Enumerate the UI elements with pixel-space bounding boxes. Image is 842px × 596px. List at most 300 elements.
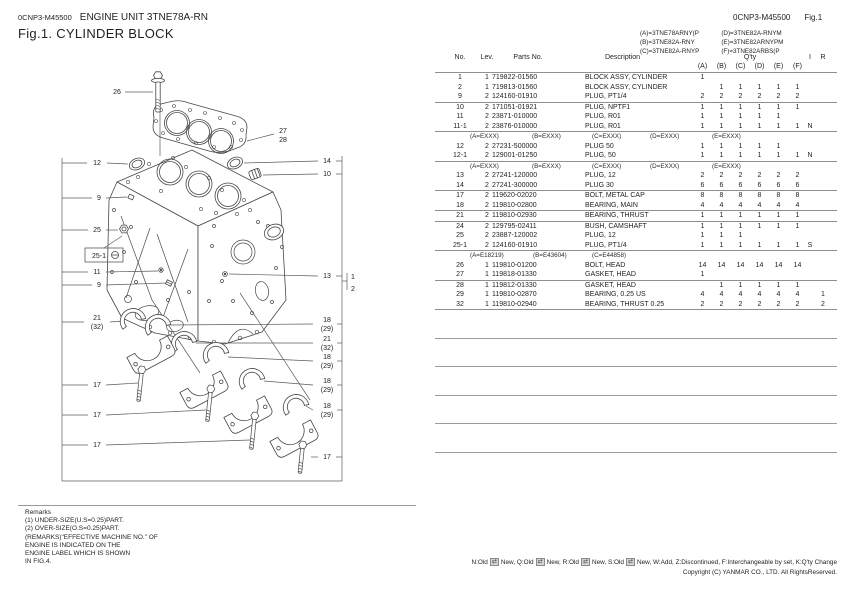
cell-description: PLUG, NPTF1: [585, 103, 631, 111]
table-row: [435, 142, 837, 152]
cell-qty: 2: [738, 93, 743, 100]
cell-qty: 1: [795, 103, 800, 111]
cell-qty: 1: [757, 152, 762, 159]
cell-qty: 1: [719, 113, 724, 120]
cell-description: BEARING, THRUST 0.25: [585, 300, 665, 308]
qty-col-header: (D): [754, 63, 765, 70]
cell-qty: 1: [757, 142, 762, 150]
cell-lev: 2: [485, 152, 489, 159]
leader-line: [306, 406, 313, 410]
cell-lev: 2: [485, 232, 489, 239]
footer-code: New,: [591, 559, 608, 566]
callout-c11: 11: [93, 269, 101, 276]
cell-qty: 2: [776, 172, 781, 179]
footer-code: S:Old: [607, 559, 624, 566]
old-new-swap-icon: ⇄: [537, 559, 543, 565]
cell-qty: 1: [700, 232, 705, 239]
cell-qty: 1: [757, 103, 762, 111]
cell-qty: 1: [757, 222, 762, 230]
footer-code: New,: [546, 559, 563, 566]
footer-code: R:Old: [562, 559, 579, 566]
cell-qty: 6: [738, 181, 743, 189]
cell-qty: 8: [738, 192, 743, 199]
cell-qty: 14: [717, 261, 726, 269]
cell-qty: 4: [795, 201, 800, 209]
cell-description: PLUG 50: [585, 142, 614, 150]
footer-legend: [417, 558, 837, 567]
callout-c17c: 17: [93, 442, 101, 449]
machine-no-cell: (D=EXXX): [650, 133, 680, 140]
cell-parts-no: 27231-500000: [492, 142, 538, 150]
cap-bolt: [247, 412, 259, 450]
cell-qty: 4: [719, 291, 724, 298]
cell-qty: 8: [795, 192, 800, 199]
col-header-qty: Q'ty: [743, 54, 757, 61]
table-row: [435, 83, 837, 93]
cell-qty: 8: [776, 192, 781, 199]
cell-qty: 1: [776, 281, 781, 289]
cell-qty: 1: [738, 152, 743, 159]
cell-qty: 1: [700, 241, 705, 249]
cell-description: PLUG, 12: [585, 172, 616, 179]
table-row: [435, 92, 837, 102]
cell-qty: 1: [757, 122, 762, 130]
bearing-shell: [279, 390, 309, 415]
cell-qty: 1: [738, 212, 743, 219]
callout-c28: 28: [279, 137, 287, 144]
cell-qty: 2: [719, 300, 724, 308]
machine-no-cell: (A=EXXX): [470, 162, 499, 170]
table-row: [435, 171, 837, 181]
cell-qty: 1: [738, 142, 743, 150]
cylinder-block: [107, 150, 286, 344]
table-rule: [435, 452, 837, 453]
cell-no: 18: [456, 201, 464, 209]
cell-parts-no: 119810-01200: [492, 261, 537, 269]
cell-qty: 1: [776, 103, 781, 111]
cell-qty: 2: [700, 300, 705, 308]
callout-c12: 12: [93, 160, 101, 167]
cell-qty: 1: [719, 232, 724, 239]
callout-c21L: (32): [90, 324, 104, 331]
cell-qty: 1: [700, 113, 705, 120]
cell-qty: 1: [719, 222, 724, 230]
leader-line: [228, 357, 313, 361]
callout-c2: 2: [351, 286, 355, 293]
cell-no: 25-1: [452, 241, 467, 249]
old-new-swap-icon: ⇄: [491, 559, 497, 565]
table-rule: [435, 423, 837, 424]
machine-no-cell: (C=EXXX): [592, 162, 622, 170]
footer-code: New,: [636, 559, 653, 566]
cell-description: GASKET, HEAD: [585, 271, 636, 278]
cell-description: BLOCK ASSY, CYLINDER: [585, 83, 668, 91]
cell-description: BOLT, METAL CAP: [585, 192, 645, 199]
cell-qty: 2: [757, 172, 762, 179]
cell-qty: 8: [700, 192, 705, 199]
cell-qty: 1: [776, 152, 781, 159]
table-row: [435, 103, 837, 113]
table-row: [435, 281, 837, 291]
cell-parts-no: 129001-01250: [492, 152, 538, 159]
cell-qty: 1: [738, 241, 743, 249]
cell-parts-no: 119818-01330: [492, 271, 537, 278]
remarks-block: [25, 509, 158, 566]
cell-qty: 1: [776, 83, 781, 91]
cell-r: 1: [821, 291, 825, 298]
leader-line: [244, 161, 318, 163]
cell-description: BEARING, THRUST: [585, 212, 649, 219]
cell-qty: 1: [738, 113, 743, 120]
cell-qty: 1: [700, 74, 705, 81]
machine-no-cell: (B=E43604): [533, 252, 567, 259]
cell-qty: 2: [738, 300, 743, 308]
cylinder-block-diagram: [0, 0, 430, 520]
bearing-cap: [224, 396, 274, 435]
table-row: [435, 151, 837, 161]
machine-no-cell: (C=E44858): [592, 252, 627, 259]
cell-qty: 1: [700, 222, 705, 230]
cell-description: PLUG, 12: [585, 232, 616, 239]
cell-lev: 2: [485, 103, 489, 111]
callout-c27: 27: [279, 128, 287, 135]
cell-lev: 1: [485, 300, 489, 308]
cell-qty: 1: [795, 83, 800, 91]
cell-qty: 4: [738, 291, 743, 298]
cell-no: 12-1: [452, 152, 467, 159]
cell-description: PLUG, 50: [585, 152, 616, 159]
fig-ref: Fig.1: [804, 13, 823, 22]
cell-lev: 1: [485, 281, 489, 289]
cell-qty: 1: [757, 241, 762, 249]
cell-qty: 2: [776, 93, 781, 100]
table-row: [435, 300, 837, 310]
cell-qty: 2: [719, 172, 724, 179]
table-row: [435, 112, 837, 122]
cell-parts-no: 27241-300000: [492, 181, 538, 189]
table-row: [435, 191, 837, 201]
cell-no: 17: [456, 192, 464, 199]
callout-c21L: 21: [93, 315, 101, 322]
footer-codes-tail: W:Add, Z:Discontinued, F:Interchangeable by set, K:Q'ty Change: [652, 559, 837, 566]
col-header-r: R: [820, 54, 826, 61]
cell-qty: 1: [719, 241, 724, 249]
cell-qty: 1: [795, 152, 800, 159]
cell-parts-no: 23871-010000: [492, 113, 538, 120]
callout-c18c: 18: [323, 378, 331, 385]
cell-description: PLUG, R01: [585, 122, 621, 130]
cell-no: 14: [456, 181, 464, 189]
figure-title: Fig.1. CYLINDER BLOCK: [18, 26, 174, 41]
cell-qty: 1: [700, 271, 705, 278]
model-legend-entry: (B)=3TNE82A-RNY: [640, 39, 695, 46]
table-row: [435, 270, 837, 280]
cell-qty: 6: [776, 181, 781, 189]
table-body: [435, 72, 837, 453]
cell-qty: 1: [738, 122, 743, 130]
cell-qty: 1: [719, 122, 724, 130]
leader-line: [106, 383, 138, 385]
cell-no: 9: [458, 93, 462, 100]
cell-lev: 2: [485, 201, 489, 209]
callout-c10: 10: [323, 171, 331, 178]
cell-qty: 14: [736, 261, 745, 269]
remarks-line: IN FIG.4.: [25, 558, 52, 566]
qty-col-header: (F): [793, 63, 802, 70]
cell-no: 11: [456, 113, 464, 120]
cell-no: 21: [456, 212, 464, 219]
col-header-i: I: [809, 54, 811, 61]
table-row: [435, 211, 837, 221]
cell-qty: 1: [757, 83, 762, 91]
machine-no-subheader-row: [435, 132, 837, 142]
cell-qty: 4: [776, 291, 781, 298]
callout-c18c: (29): [320, 387, 334, 394]
cell-qty: 4: [700, 201, 705, 209]
cell-lev: 2: [485, 212, 489, 219]
cell-qty: 1: [776, 222, 781, 230]
cell-qty: 14: [755, 261, 764, 269]
cell-description: GASKET, HEAD: [585, 281, 636, 289]
bearing-cap: [270, 420, 320, 459]
cell-qty: 2: [795, 300, 800, 308]
machine-no-subheader-row: [435, 251, 837, 261]
parts-table: [435, 54, 837, 453]
cell-no: 32: [456, 300, 464, 308]
cell-qty: 1: [757, 113, 762, 120]
table-rule: [435, 366, 837, 367]
bearing-cap: [127, 336, 177, 375]
cell-no: 12: [456, 142, 464, 150]
callout-c9b: 9: [97, 282, 101, 289]
leader-line: [106, 440, 250, 445]
remarks-lines: [25, 517, 158, 566]
cell-qty: 4: [795, 291, 800, 298]
table-row: [435, 241, 837, 251]
cell-parts-no: 119812-01330: [492, 281, 537, 289]
model-legend-left: [640, 29, 699, 56]
copyright: Copyright (C) YANMAR CO., LTD. All RightsReserved.: [682, 569, 837, 576]
remarks-line: (1) UNDER-SIZE(U.S=0.25)PART.: [25, 517, 124, 525]
footer-code: Q:Old: [516, 559, 534, 566]
table-header: [435, 54, 837, 72]
cell-qty: 14: [698, 261, 707, 269]
cell-qty: 8: [719, 192, 724, 199]
footer-code: N:Old: [471, 559, 488, 566]
table-row: [435, 231, 837, 241]
cell-qty: 2: [776, 300, 781, 308]
qty-col-header: (A): [697, 63, 708, 70]
cell-qty: 1: [757, 212, 762, 219]
cell-no: 26: [456, 261, 464, 269]
cell-description: BEARING, MAIN: [585, 201, 638, 209]
cell-qty: 6: [757, 181, 762, 189]
callout-c26: 26: [113, 89, 121, 96]
machine-no-subheader-row: [435, 162, 837, 172]
table-row: [435, 73, 837, 83]
cell-lev: 2: [485, 172, 489, 179]
cell-lev: 2: [485, 122, 489, 130]
remarks-divider: [18, 505, 416, 506]
cell-description: PLUG, PT1/4: [585, 93, 627, 100]
table-row: [435, 222, 837, 232]
cell-qty: 4: [776, 201, 781, 209]
bearing-shell: [235, 364, 265, 389]
cell-lev: 2: [485, 192, 489, 199]
callout-c21R: 21: [323, 336, 331, 343]
cell-qty: 8: [757, 192, 762, 199]
cap-bolt: [203, 385, 215, 422]
col-header-parts-no: Parts No.: [513, 54, 543, 61]
callout-c25: 25: [93, 227, 101, 234]
cell-qty: 1: [700, 142, 705, 150]
callout-c18b: (29): [320, 363, 334, 370]
callout-c13: 13: [323, 273, 331, 280]
cell-i: N: [807, 152, 813, 159]
cell-qty: 1: [757, 281, 762, 289]
leader-line: [247, 134, 274, 141]
cell-qty: 4: [700, 291, 705, 298]
cell-lev: 1: [485, 83, 489, 91]
table-rule: [435, 309, 837, 310]
cell-lev: 1: [485, 291, 489, 298]
callout-c1: 1: [351, 274, 355, 281]
leader-line: [263, 174, 318, 175]
cell-parts-no: 27241-120000: [492, 172, 538, 179]
cell-parts-no: 719813-01560: [492, 83, 538, 91]
cell-lev: 1: [485, 74, 489, 81]
cell-lev: 2: [485, 241, 489, 249]
cell-parts-no: 23876-010000: [492, 122, 538, 130]
cell-parts-no: 171051-01921: [492, 103, 538, 111]
cell-qty: 4: [757, 291, 762, 298]
cell-parts-no: 23887-120002: [492, 232, 538, 239]
cell-qty: 1: [700, 152, 705, 159]
model-legend-entry: (F)=3TNE82ARBS(P: [721, 48, 780, 55]
cell-description: PLUG, PT1/4: [585, 241, 627, 249]
cell-lev: 1: [485, 261, 489, 269]
model-legend-entry: (C)=3TNE82A-RNYP: [640, 48, 700, 55]
cell-qty: 2: [795, 93, 800, 100]
cell-qty: 1: [719, 142, 724, 150]
cell-qty: 1: [776, 241, 781, 249]
cell-qty: 2: [757, 300, 762, 308]
callout-c9a: 9: [97, 195, 101, 202]
cell-no: 24: [456, 222, 464, 230]
model-legend-entry: (A)=3TNE78ARNY(P: [640, 30, 699, 37]
cell-qty: 1: [795, 122, 800, 130]
cell-qty: 6: [700, 181, 705, 189]
cell-qty: 4: [719, 201, 724, 209]
cell-qty: 2: [700, 172, 705, 179]
cell-parts-no: 119810-02940: [492, 300, 537, 308]
cell-parts-no: 119810-02930: [492, 212, 537, 219]
cell-qty: 1: [700, 103, 705, 111]
cell-qty: 1: [776, 212, 781, 219]
col-header-description: Description: [604, 54, 640, 61]
callout-c18a: (29): [320, 326, 334, 333]
cell-lev: 2: [485, 181, 489, 189]
model-legend-entry: (D)=3TNE82A-RNYM: [721, 30, 782, 37]
cell-parts-no: 119810-02870: [492, 291, 537, 298]
cell-parts-no: 129795-02411: [492, 222, 537, 230]
header-right: [733, 13, 822, 22]
cell-no: 1: [458, 74, 462, 81]
cell-qty: 14: [774, 261, 783, 269]
cell-qty: 1: [795, 212, 800, 219]
cell-qty: 2: [795, 172, 800, 179]
cell-qty: 4: [738, 201, 743, 209]
cell-qty: 1: [738, 281, 743, 289]
cell-parts-no: 119620-02020: [492, 192, 537, 199]
cell-description: BEARING, 0.25 US: [585, 291, 646, 298]
callout-c18d: (29): [320, 412, 334, 419]
cell-qty: 1: [776, 122, 781, 130]
cell-qty: 2: [757, 93, 762, 100]
cell-parts-no: 124160-01910: [492, 241, 538, 249]
model-legend-entry: (E)=3TNE82ARNYPM: [721, 39, 784, 46]
cell-no: 29: [456, 291, 464, 298]
model-legend-right: [721, 29, 783, 56]
col-header-lev: Lev.: [480, 54, 494, 61]
machine-no-cell: (D=EXXX): [650, 162, 680, 170]
machine-no-cell: (E=EXXX): [712, 162, 741, 170]
cell-qty: 1: [700, 212, 705, 219]
cell-i: N: [807, 122, 813, 130]
footer-code: New,: [500, 559, 517, 566]
cell-lev: 2: [485, 113, 489, 120]
callout-c17a: 17: [93, 382, 101, 389]
cell-qty: 2: [719, 93, 724, 100]
doc-code-right: 0CNP3-M45500: [733, 13, 791, 22]
callout-c14: 14: [323, 158, 331, 165]
callout-c17b: 17: [93, 412, 101, 419]
cell-qty: 14: [793, 261, 802, 269]
cell-qty: 1: [795, 241, 800, 249]
table-row: [435, 261, 837, 271]
cell-no: 13: [456, 172, 464, 179]
cell-qty: 1: [719, 281, 724, 289]
machine-no-cell: (A=EXXX): [470, 133, 499, 140]
cell-no: 25: [456, 232, 464, 239]
engine-unit-title: ENGINE UNIT 3TNE78A-RN: [79, 12, 208, 23]
cell-qty: 1: [719, 212, 724, 219]
table-row: [435, 122, 837, 132]
bearing-cap: [180, 371, 230, 410]
leader-line: [107, 163, 128, 164]
cell-parts-no: 719822-01560: [492, 74, 538, 81]
callout-c18a: 18: [323, 317, 331, 324]
cell-qty: 1: [719, 83, 724, 91]
model-legend: [640, 29, 783, 56]
table-rule: [435, 395, 837, 396]
cell-lev: 2: [485, 142, 489, 150]
cell-qty: 1: [738, 222, 743, 230]
head-gasket: [153, 101, 247, 154]
cell-qty: 1: [719, 152, 724, 159]
machine-no-cell: (B=EXXX): [532, 133, 561, 140]
leader-line: [106, 410, 206, 415]
remarks-line: (2) OVER-SIZE(O.S=0.25)PART.: [25, 525, 120, 533]
cell-i: S: [807, 241, 813, 249]
table-row: [435, 201, 837, 211]
cell-no: 11-1: [453, 122, 467, 130]
cell-no: 10: [456, 103, 464, 111]
col-header-no: No.: [454, 54, 466, 61]
cell-description: PLUG 30: [585, 181, 614, 189]
cell-description: BOLT, HEAD: [585, 261, 626, 269]
cell-no: 2: [458, 83, 462, 91]
